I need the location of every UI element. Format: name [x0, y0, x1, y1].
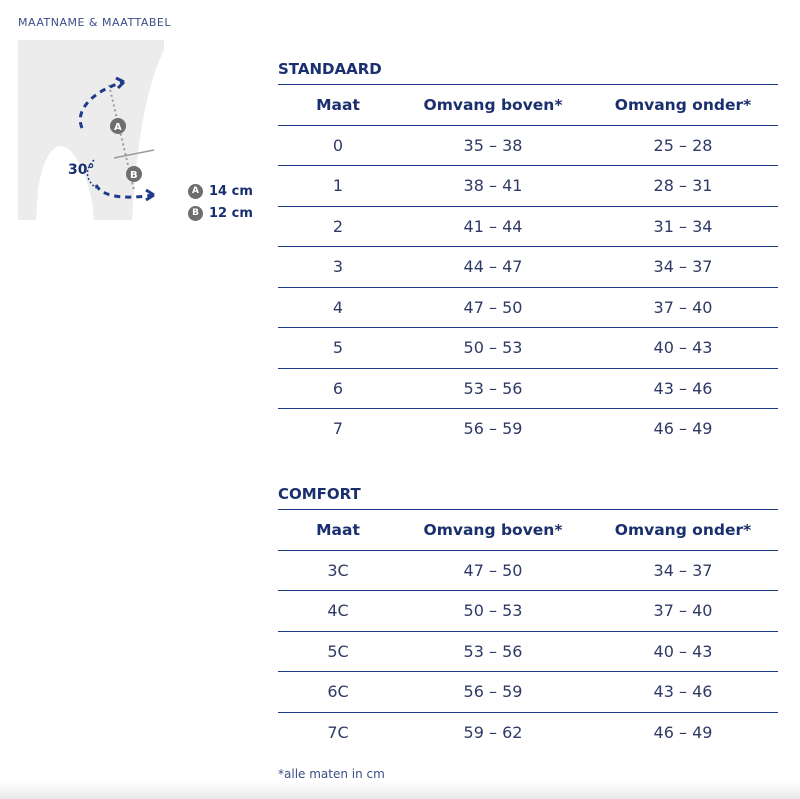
- cell-maat: 3C: [278, 550, 398, 591]
- cell-boven: 50 – 53: [398, 591, 588, 632]
- comfort-table: [278, 509, 778, 752]
- cell-boven: 47 – 50: [398, 550, 588, 591]
- cell-maat: 3: [278, 247, 398, 288]
- measurement-a-value: 14 cm: [209, 183, 253, 199]
- measurement-legend: [188, 180, 253, 224]
- cell-boven: 53 – 56: [398, 631, 588, 672]
- table-row: [278, 125, 778, 166]
- badge-a: A: [188, 184, 203, 199]
- table-row: [278, 672, 778, 713]
- cell-onder: 34 – 37: [588, 550, 778, 591]
- table-row: [278, 712, 778, 752]
- standaard-title: STANDAARD: [278, 60, 382, 78]
- cell-boven: 44 – 47: [398, 247, 588, 288]
- point-a-label: A: [114, 122, 122, 133]
- standaard-table: [278, 84, 778, 449]
- cell-onder: 46 – 49: [653, 419, 713, 439]
- page-header-label: MAATNAME & MAATTABEL: [18, 16, 172, 29]
- cell-maat: 4: [278, 287, 398, 328]
- cell-boven: 53 – 56: [398, 368, 588, 409]
- cell-boven: 59 – 62: [463, 722, 523, 742]
- cell-boven: 41 – 44: [398, 206, 588, 247]
- cell-boven: 47 – 50: [398, 287, 588, 328]
- col-header-omvang-boven: Omvang boven*: [398, 85, 588, 126]
- cell-onder: 34 – 37: [588, 247, 778, 288]
- cell-onder: 46 – 49: [653, 722, 713, 742]
- badge-b: B: [188, 206, 203, 221]
- cell-onder: 40 – 43: [588, 631, 778, 672]
- cell-maat: 5: [278, 328, 398, 369]
- cell-maat: 6C: [278, 672, 398, 713]
- cell-maat: 6: [278, 368, 398, 409]
- cell-maat: 0: [278, 125, 398, 166]
- col-header-omvang-boven: Omvang boven*: [398, 510, 588, 551]
- cell-maat: 5C: [278, 631, 398, 672]
- table-row: [278, 206, 778, 247]
- cell-maat: 7: [332, 419, 344, 439]
- cell-onder: 31 – 34: [588, 206, 778, 247]
- cell-onder: 25 – 28: [588, 125, 778, 166]
- cell-boven: 35 – 38: [398, 125, 588, 166]
- table-row: [278, 368, 778, 409]
- table-row: [278, 550, 778, 591]
- cell-maat: 2: [278, 206, 398, 247]
- col-header-omvang-onder: Omvang onder*: [588, 85, 778, 126]
- measurement-a: [188, 180, 253, 202]
- col-header-omvang-onder: Omvang onder*: [588, 510, 778, 551]
- table-row: [278, 247, 778, 288]
- cell-onder: 37 – 40: [588, 287, 778, 328]
- table-row: [278, 328, 778, 369]
- measurement-b: [188, 202, 253, 224]
- measurement-b-value: 12 cm: [209, 205, 253, 221]
- cell-boven: 56 – 59: [398, 672, 588, 713]
- standaard-section: [278, 60, 778, 449]
- cell-boven: 56 – 59: [463, 419, 523, 439]
- bottom-shadow: [0, 781, 800, 799]
- cell-onder: 43 – 46: [588, 672, 778, 713]
- cell-boven: 38 – 41: [398, 166, 588, 207]
- table-row: [278, 631, 778, 672]
- col-header-maat: Maat: [278, 510, 398, 551]
- knee-illustration: [14, 40, 174, 230]
- table-row: [278, 409, 778, 449]
- comfort-section: [278, 485, 778, 752]
- table-header-row: [278, 510, 778, 551]
- point-b-label: B: [130, 170, 138, 181]
- comfort-title: COMFORT: [278, 485, 361, 503]
- table-row: [278, 287, 778, 328]
- cell-maat: 4C: [278, 591, 398, 632]
- cell-onder: 37 – 40: [588, 591, 778, 632]
- cell-onder: 43 – 46: [588, 368, 778, 409]
- table-row: [278, 591, 778, 632]
- footnote: *alle maten in cm: [278, 767, 385, 781]
- table-header-row: [278, 85, 778, 126]
- cell-maat: 1: [278, 166, 398, 207]
- angle-label: 30°: [68, 162, 95, 178]
- cell-maat: 7C: [327, 722, 349, 742]
- cell-boven: 50 – 53: [398, 328, 588, 369]
- table-row: [278, 166, 778, 207]
- cell-onder: 28 – 31: [588, 166, 778, 207]
- leg-silhouette: [18, 40, 164, 220]
- cell-onder: 40 – 43: [588, 328, 778, 369]
- col-header-maat: Maat: [278, 85, 398, 126]
